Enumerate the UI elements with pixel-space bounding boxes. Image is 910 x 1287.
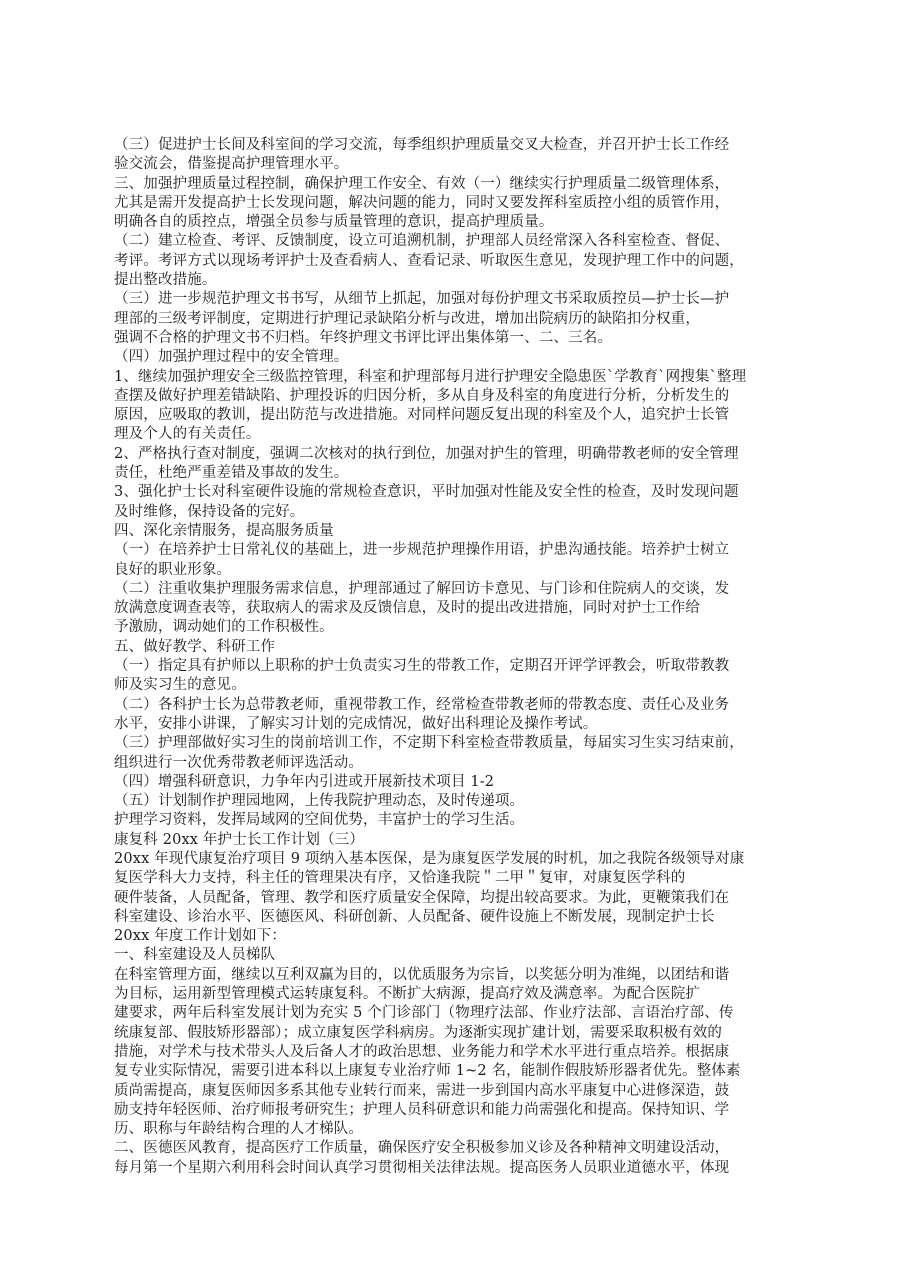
text-line: 统康复部、假肢矫形器部）；成立康复医学科病房。为逐渐实现扩建计划，需要采取积极有效的 <box>114 1024 723 1041</box>
text-line: 3、强化护士长对科室硬件设施的常规检查意识，平时加强对性能及安全性的检查，及时发现问题 <box>114 484 739 501</box>
text-line: （三）进一步规范护理文书书写，从细节上抓起，加强对每份护理文书采取质控员—护士长—护 <box>114 291 730 308</box>
text-line: 原因，应吸取的教训，提出防范与改进措施。对同样问题反复出现的科室及个人，追究护士长管 <box>114 407 730 424</box>
text-line: 尤其是需开发提高护士长发现问题，解决问题的能力，同时又要发挥科室质控小组的质管作用， <box>114 194 730 211</box>
text-line: 水平，安排小讲课，了解实习计划的完成情况，做好出科理论及操作考试。 <box>114 715 598 732</box>
text-line: 一、科室建设及人员梯队 <box>114 947 276 964</box>
text-line: 查摆及做好护理差错缺陷、护理投诉的归因分析，多从自身及科室的角度进行分析，分析发生的 <box>114 387 730 404</box>
text-line: （三）护理部做好实习生的岗前培训工作，不定期下科室检查带教质量，每届实习生实习结束前， <box>114 735 744 752</box>
text-line: （五）计划制作护理园地网，上传我院护理动态，及时传递项。 <box>114 793 525 810</box>
text-line: 考评。考评方式以现场考评护士及查看病人、查看记录、听取医生意见，发现护理工作中的问题， <box>114 252 744 269</box>
text-line: （四）加强护理过程中的安全管理。 <box>114 349 349 366</box>
text-line: 强调不合格的护理文书不归档。年终护理文书评比评出集体第一、二、三名。 <box>114 329 613 346</box>
text-line: 提出整改措施。 <box>114 272 217 289</box>
text-line: 四、深化亲情服务，提高服务质量 <box>114 522 334 539</box>
text-line: （二）建立检查、考评、反馈制度，设立可追溯机制，护理部人员经常深入各科室检查、督促、 <box>114 233 730 250</box>
text-line: 明确各自的质控点，增强全员参与质量管理的意识，提高护理质量。 <box>114 214 554 231</box>
text-line: 师及实习生的意见。 <box>114 677 246 694</box>
text-line: （三）促进护士长间及科室间的学习交流，每季组织护理质量交叉大检查，并召开护士长工作经 <box>114 137 730 153</box>
text-line: 历、职称与年龄结构合理的人才梯队。 <box>114 1121 364 1138</box>
text-line: 理部的三级考评制度，定期进行护理记录缺陷分析与改进，增加出院病历的缺陷扣分权重， <box>114 310 700 327</box>
text-line: 复医学科大力支持，科主任的管理果决有序，又恰逢我院＂二甲＂复审，对康复医学科的 <box>114 870 686 887</box>
text-line: 在科室管理方面，继续以互利双赢为目的，以优质服务为宗旨，以奖惩分明为准绳，以团结和谐 <box>114 966 730 983</box>
text-line: 良好的职业形象。 <box>114 561 232 578</box>
text-line: 验交流会，借鉴提高护理管理水平。 <box>114 156 349 173</box>
text-line: 20xx 年度工作计划如下： <box>114 928 287 945</box>
text-line: 励支持年轻医师、治疗师报考研究生；护理人员科研意识和能力尚需强化和提高。保持知识、学 <box>114 1101 730 1118</box>
text-line: 予激励，调动她们的工作积极性。 <box>114 619 334 636</box>
text-line: 组织进行一次优秀带教老师评选活动。 <box>114 754 364 771</box>
text-line: 20xx 年现代康复治疗项目 9 项纳入基本医保，是为康复医学发展的时机，加之我院各级领导对康 <box>114 850 745 867</box>
text-line: 二、医德医风教育，提高医疗工作质量，确保医疗安全积极参加义诊及各种精神文明建设活动， <box>114 1140 730 1157</box>
text-line: 复专业实际情况，需要引进本科以上康复专业治疗师 1~2 名，能制作假肢矫形器者优先。整体素 <box>114 1063 741 1080</box>
text-line: （四）增强科研意识，力争年内引进或开展新技术项目 1-2 <box>114 773 495 790</box>
text-line: 措施，对学术与技术带头人及后备人才的政治思想、业务能力和学术水平进行重点培养。根据康 <box>114 1043 730 1060</box>
text-line: 2、严格执行查对制度，强调二次核对的执行到位，加强对护生的管理，明确带教老师的安全管理 <box>114 445 739 462</box>
text-line: 硬件装备，人员配备，管理、教学和医疗质量安全保障，均提出较高要求。为此，更鞭策我们在 <box>114 889 730 906</box>
text-line: 三、加强护理质量过程控制，确保护理工作安全、有效（一）继续实行护理质量二级管理体系， <box>114 175 730 192</box>
text-line: 为目标，运用新型管理模式运转康复科。不断扩大病源，提高疗效及满意率。为配合医院扩 <box>114 986 700 1003</box>
text-line: 责任，杜绝严重差错及事故的发生。 <box>114 465 349 482</box>
text-line: 科室建设、诊治水平、医德医风、科研创新、人员配备、硬件设施上不断发展，现制定护士长 <box>114 908 715 925</box>
text-line: （一）在培养护士日常礼仪的基础上，进一步规范护理操作用语，护患沟通技能。培养护士树立 <box>114 542 730 559</box>
text-line: 理及个人的有关责任。 <box>114 426 261 443</box>
text-line: 五、做好教学、科研工作 <box>114 638 276 655</box>
text-line: 质尚需提高，康复医师因多系其他专业转行而来，需进一步到国内高水平康复中心进修深造，鼓 <box>114 1082 730 1099</box>
text-line: （二）注重收集护理服务需求信息，护理部通过了解回访卡意见、与门诊和住院病人的交谈，发 <box>114 580 730 597</box>
text-line: 康复科 20xx 年护士长工作计划（三） <box>114 831 365 848</box>
text-line: 1、继续加强护理安全三级监控管理，科室和护理部每月进行护理安全隐患医`学教育`网搜集`整理 <box>114 368 747 385</box>
text-line: 每月第一个星期六利用科会时间认真学习贯彻相关法律法规。提高医务人员职业道德水平，体现 <box>114 1159 730 1176</box>
text-line: 护理学习资料，发挥局域网的空间优势，丰富护士的学习生活。 <box>114 812 525 829</box>
text-line: （一）指定具有护师以上职称的护士负责实习生的带教工作，定期召开评学评教会，听取带教教 <box>114 658 730 675</box>
text-line: 建要求，两年后科室发展计划为充实 5 个门诊部门（物理疗法部、作业疗法部、言语治疗部、传 <box>114 1005 734 1022</box>
text-line: （二）各科护士长为总带教老师，重视带教工作，经常检查带教老师的带教态度、责任心及业务 <box>114 696 730 713</box>
document-body <box>114 136 798 1178</box>
text-line: 及时维修，保持设备的完好。 <box>114 503 305 520</box>
text-line: 放满意度调查表等，获取病人的需求及反馈信息，及时的提出改进措施，同时对护士工作给 <box>114 600 700 617</box>
